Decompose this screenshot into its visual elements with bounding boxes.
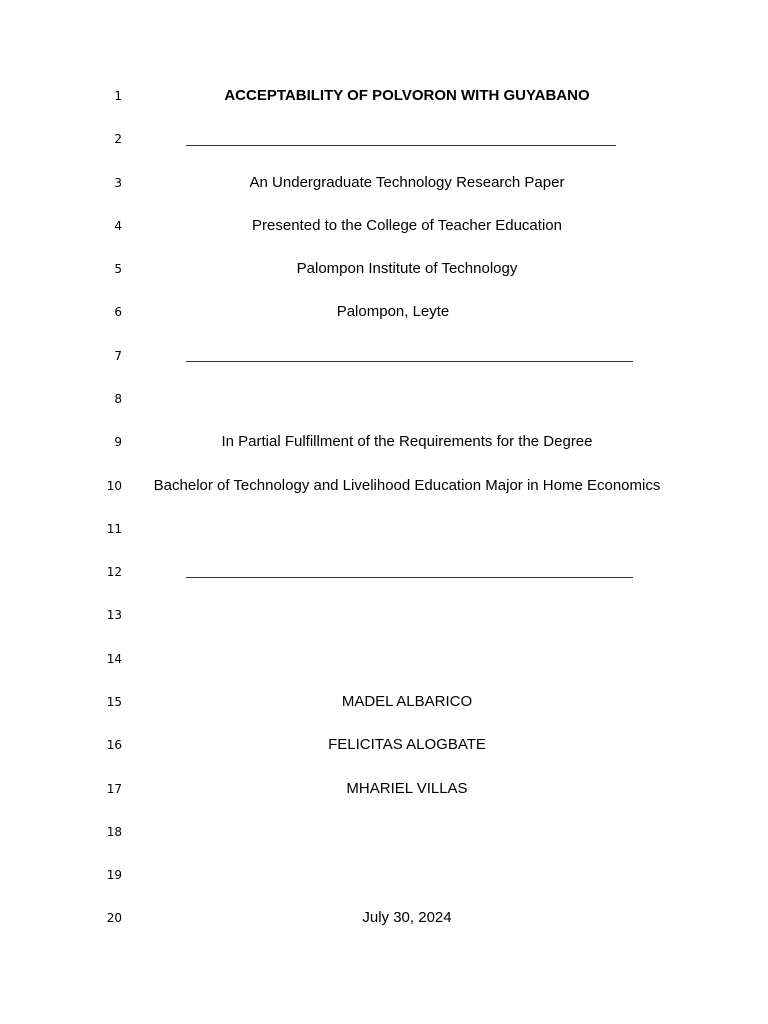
submission-date: July 30, 2024 bbox=[362, 909, 452, 926]
line-18 bbox=[0, 820, 768, 844]
line-7 bbox=[0, 344, 768, 368]
line-16 bbox=[0, 733, 768, 757]
line-number: 1 bbox=[114, 89, 122, 103]
line-8 bbox=[0, 387, 768, 411]
line-number: 18 bbox=[106, 825, 122, 839]
line-number: 20 bbox=[106, 911, 122, 925]
line-number: 13 bbox=[106, 608, 122, 622]
line-10 bbox=[0, 474, 768, 498]
line-number: 16 bbox=[106, 738, 122, 752]
line-number: 15 bbox=[106, 695, 122, 709]
line-2 bbox=[0, 127, 768, 151]
line-number: 11 bbox=[106, 522, 122, 536]
fulfillment-statement: In Partial Fulfillment of the Requirements for the Degree bbox=[221, 433, 593, 450]
line-number: 8 bbox=[114, 392, 122, 406]
author-name: MHARIEL VILLAS bbox=[346, 780, 468, 797]
line-1 bbox=[0, 84, 768, 108]
separator-rule bbox=[186, 361, 633, 362]
presented-to: Presented to the College of Teacher Education bbox=[252, 217, 562, 234]
line-9 bbox=[0, 430, 768, 454]
line-number: 4 bbox=[114, 219, 122, 233]
line-number: 3 bbox=[114, 176, 122, 190]
degree-name: Bachelor of Technology and Livelihood Education Major in Home Economics bbox=[153, 477, 661, 494]
line-number: 6 bbox=[114, 305, 122, 319]
author-name: MADEL ALBARICO bbox=[341, 693, 473, 710]
line-number: 5 bbox=[114, 262, 122, 276]
line-number: 2 bbox=[114, 132, 122, 146]
line-11 bbox=[0, 517, 768, 541]
separator-rule bbox=[186, 577, 633, 578]
line-12 bbox=[0, 560, 768, 584]
line-number: 9 bbox=[114, 435, 122, 449]
author-name: FELICITAS ALOGBATE bbox=[328, 736, 486, 753]
location: Palompon, Leyte bbox=[336, 303, 450, 320]
line-20 bbox=[0, 906, 768, 930]
document-title: ACCEPTABILITY OF POLVORON WITH GUYABANO bbox=[224, 87, 590, 104]
line-number: 19 bbox=[106, 868, 122, 882]
line-number: 7 bbox=[114, 349, 122, 363]
line-number: 10 bbox=[106, 479, 122, 493]
line-19 bbox=[0, 863, 768, 887]
line-number: 17 bbox=[106, 782, 122, 796]
line-number: 12 bbox=[106, 565, 122, 579]
line-14 bbox=[0, 647, 768, 671]
line-13 bbox=[0, 603, 768, 627]
line-6 bbox=[0, 300, 768, 324]
line-15 bbox=[0, 690, 768, 714]
line-number: 14 bbox=[106, 652, 122, 666]
separator-rule bbox=[186, 145, 616, 146]
institution: Palompon Institute of Technology bbox=[296, 260, 518, 277]
document-subtitle: An Undergraduate Technology Research Paper bbox=[249, 174, 565, 191]
line-3 bbox=[0, 171, 768, 195]
line-5 bbox=[0, 257, 768, 281]
line-4 bbox=[0, 214, 768, 238]
line-17 bbox=[0, 777, 768, 801]
